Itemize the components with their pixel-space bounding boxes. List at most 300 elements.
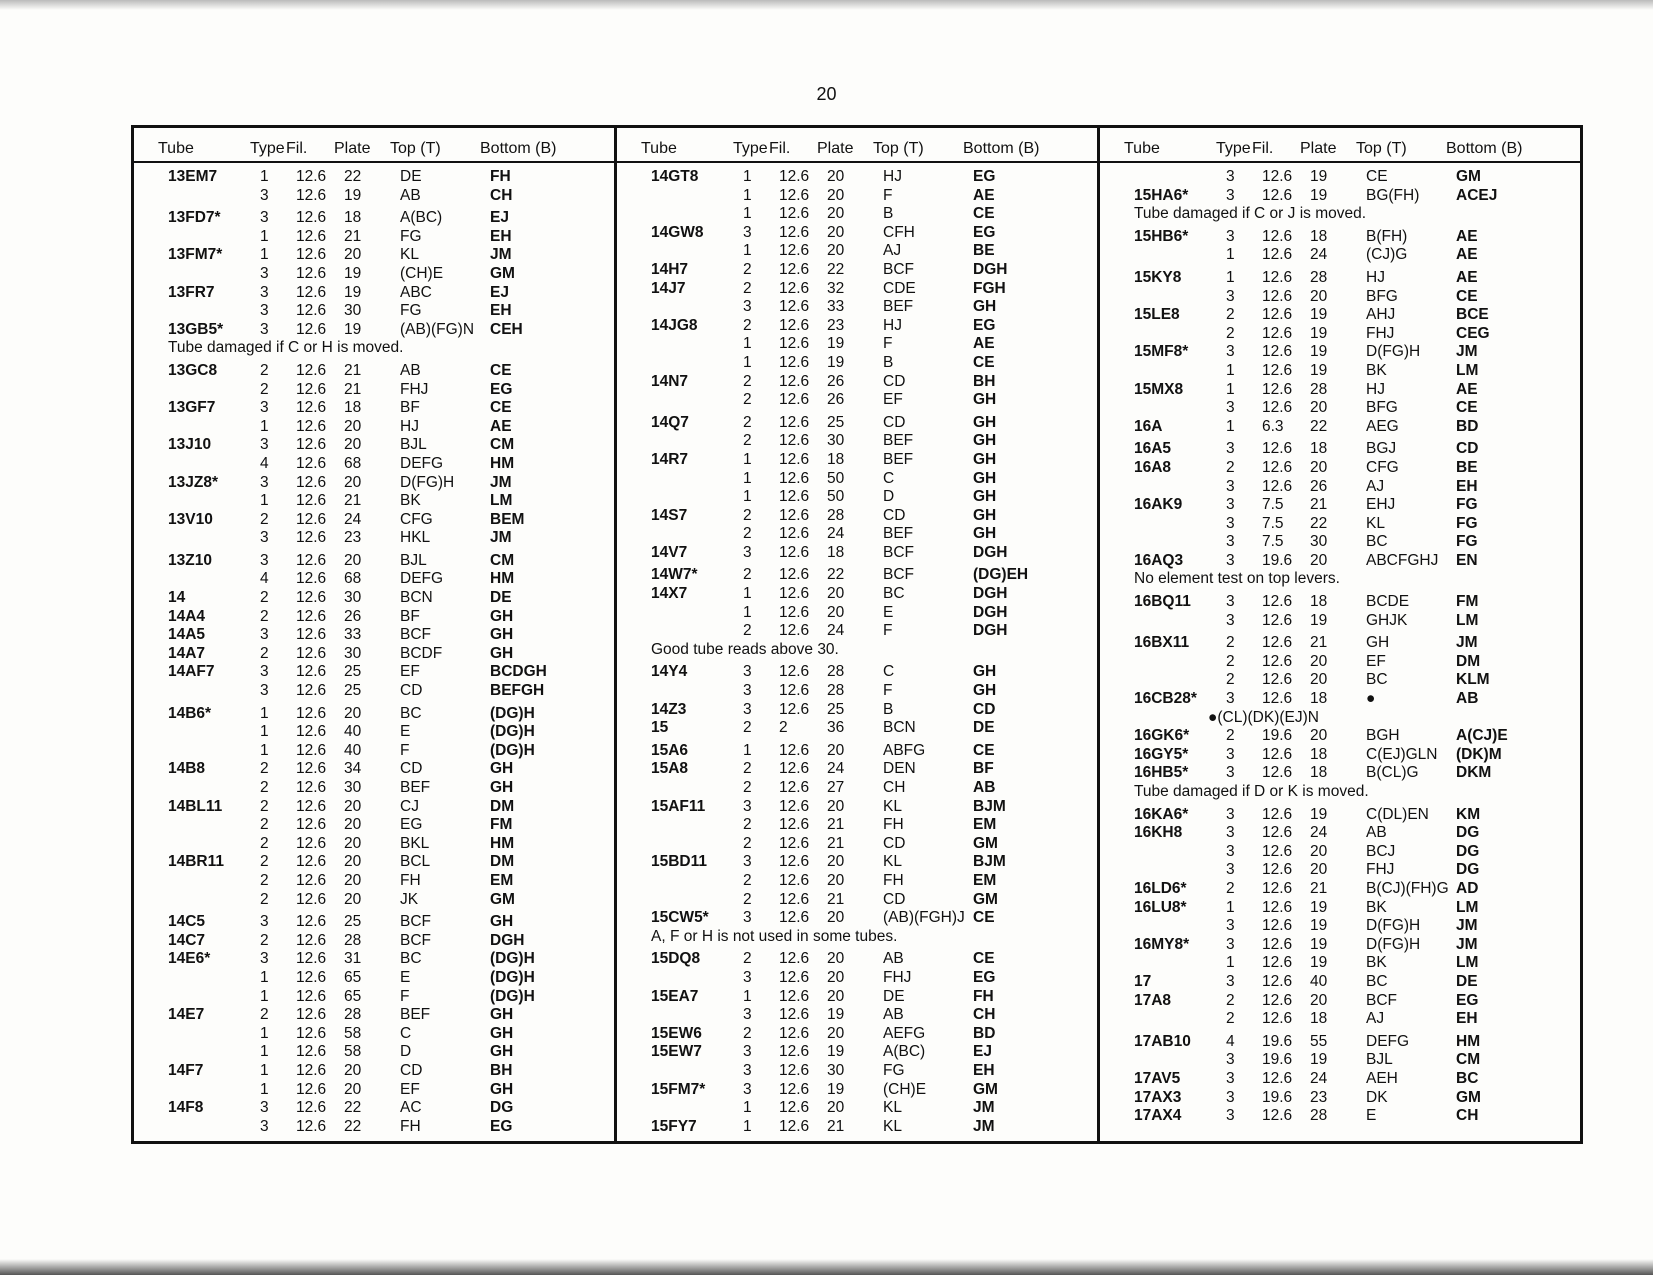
table-row [134, 265, 614, 284]
table-row [134, 1025, 614, 1044]
table-row [617, 872, 1097, 891]
cell-type: 3 [260, 436, 269, 454]
cell-top: C [883, 663, 895, 681]
table-row [617, 1006, 1097, 1025]
cell-type: 1 [743, 1117, 752, 1135]
cell-top: DE [400, 168, 422, 185]
table-row [134, 570, 614, 589]
cell-plate: 25 [344, 663, 362, 681]
cell-tube [134, 742, 260, 761]
cell-plate: 21 [827, 1117, 845, 1135]
cell-type: 1 [743, 450, 752, 468]
cell-bottom: DM [490, 797, 515, 815]
table-note: A, F or H is not used in some tubes. [651, 927, 898, 945]
cell-tube: 14A5 [168, 626, 206, 644]
cell-tube: 16A8 [1134, 458, 1172, 476]
header-plate: Plate [334, 140, 371, 157]
cell-tube: 14F7 [168, 1061, 204, 1079]
cell-bottom: CH [973, 1006, 996, 1024]
cell-top: BEF [400, 1006, 431, 1024]
cell-plate: 58 [344, 1043, 362, 1061]
cell-plate: 22 [344, 1099, 362, 1117]
cell-fil: 12.6 [779, 279, 810, 297]
cell-tube: 14Q7 [651, 413, 689, 431]
cell-tube: 15BD11 [651, 853, 708, 871]
cell-tube [134, 302, 260, 321]
cell-type: 2 [1226, 1010, 1235, 1028]
cell-type: 2 [743, 1024, 752, 1042]
table-column-3 [1100, 128, 1580, 1141]
cell-fil: 12.6 [296, 1099, 327, 1117]
table-row [617, 280, 1097, 299]
table-row [134, 853, 614, 872]
cell-top: F [400, 741, 410, 759]
cell-fil: 12.6 [779, 391, 810, 409]
cell-type: 2 [260, 1006, 269, 1024]
cell-fil: 12.6 [296, 227, 327, 245]
cell-bottom: GH [973, 663, 997, 681]
table-row [134, 362, 614, 381]
cell-plate: 19 [1310, 168, 1328, 185]
cell-fil: 12.6 [296, 950, 327, 968]
cell-top: DE [883, 987, 905, 1005]
table-row [1100, 515, 1580, 534]
cell-tube [617, 604, 743, 623]
table-row [1100, 533, 1580, 552]
cell-tube [134, 1025, 260, 1044]
cell-plate: 20 [827, 168, 845, 185]
cell-tube: 14S7 [651, 506, 688, 524]
cell-plate: 20 [1310, 399, 1328, 417]
cell-plate: 18 [1310, 745, 1328, 763]
cell-tube: 14Y4 [651, 663, 688, 681]
cell-top: (CH)E [883, 1080, 927, 1098]
cell-fil: 12.6 [296, 704, 327, 722]
cell-plate: 30 [1310, 533, 1328, 551]
cell-top: BC [400, 704, 422, 722]
cell-bottom: CE [490, 361, 512, 379]
cell-top: CE [1366, 168, 1388, 185]
cell-bottom: BCDGH [490, 663, 547, 681]
cell-bottom: DGH [973, 260, 1008, 278]
cell-top: BK [400, 492, 421, 510]
cell-fil: 12.6 [779, 682, 810, 700]
cell-tube: 14A7 [168, 644, 206, 662]
table-row [1100, 1089, 1580, 1108]
table-row [617, 969, 1097, 988]
table-row [617, 224, 1097, 243]
cell-type: 3 [1226, 1088, 1235, 1106]
table-row [1100, 478, 1580, 497]
cell-type: 2 [260, 931, 269, 949]
cell-bottom: DE [490, 589, 512, 607]
cell-top: F [883, 335, 893, 353]
cell-plate: 21 [827, 816, 845, 834]
cell-type: 2 [260, 760, 269, 778]
cell-type: 3 [1226, 343, 1235, 361]
cell-plate: 20 [827, 186, 845, 204]
cell-plate: 28 [1310, 380, 1328, 398]
table-row [134, 798, 614, 817]
cell-top: FH [883, 871, 904, 889]
cell-plate: 20 [827, 871, 845, 889]
table-row [617, 507, 1097, 526]
table-row [1100, 593, 1580, 612]
cell-bottom: (DG)EH [973, 566, 1029, 584]
cell-bottom: DGH [973, 543, 1008, 561]
cell-bottom: A(CJ)E [1456, 727, 1508, 745]
cell-type: 2 [260, 890, 269, 908]
cell-plate: 20 [344, 890, 362, 908]
cell-type: 2 [260, 380, 269, 398]
cell-tube: 14C7 [168, 931, 206, 949]
cell-plate: 19 [1310, 306, 1328, 324]
cell-type: 3 [260, 302, 269, 320]
cell-tube [617, 391, 743, 410]
cell-top: BCDF [400, 644, 443, 662]
cell-type: 3 [1226, 690, 1235, 708]
cell-top: KL [1366, 514, 1385, 532]
cell-type: 3 [260, 186, 269, 204]
cell-bottom: BCE [1456, 306, 1489, 324]
cell-top: D(FG)H [1366, 343, 1421, 361]
cell-tube: 15EW7 [651, 1043, 702, 1061]
cell-plate: 18 [1310, 1010, 1328, 1028]
cell-fil: 12.6 [1262, 824, 1293, 842]
cell-bottom: KLM [1456, 671, 1490, 689]
cell-fil: 12.6 [296, 779, 327, 796]
cell-top: EF [1366, 652, 1386, 670]
cell-bottom: GM [973, 890, 998, 908]
cell-tube: 14E7 [168, 1006, 205, 1024]
cell-tube: 14B8 [168, 760, 206, 778]
cell-plate: 24 [1310, 246, 1328, 264]
cell-bottom: AE [1456, 246, 1478, 264]
cell-type: 3 [1226, 287, 1235, 305]
cell-tube: 14C5 [168, 913, 206, 931]
cell-top: F [400, 987, 410, 1005]
cell-tube [617, 242, 743, 261]
cell-fil: 12.6 [779, 853, 810, 871]
cell-tube [134, 835, 260, 854]
cell-bottom: FG [1456, 496, 1478, 514]
cell-type: 3 [743, 853, 752, 871]
cell-fil: 12.6 [1262, 227, 1293, 245]
table-row [617, 373, 1097, 392]
cell-top: AHJ [1366, 306, 1396, 324]
cell-plate: 24 [827, 622, 845, 640]
cell-bottom: GH [973, 298, 997, 316]
tube-data-table [131, 125, 1583, 1144]
cell-fil: 12.6 [1262, 1010, 1293, 1028]
table-row [1100, 399, 1580, 418]
cell-plate: 36 [827, 719, 845, 737]
table-row [617, 988, 1097, 1007]
cell-top: BCF [400, 913, 431, 931]
cell-top: FHJ [1366, 861, 1395, 879]
table-note: ●(CL)(DK)(EJ)N [1208, 708, 1319, 726]
cell-plate: 19 [1310, 611, 1328, 629]
cell-bottom: EH [490, 302, 512, 320]
cell-tube [134, 969, 260, 988]
cell-type: 2 [743, 622, 752, 640]
cell-tube: 14GT8 [651, 168, 699, 185]
cell-tube: 14H7 [651, 260, 689, 278]
cell-top: C(EJ)GLN [1366, 745, 1438, 763]
cell-tube: 14B6* [168, 704, 212, 722]
cell-fil: 12.6 [779, 543, 810, 561]
cell-bottom: EJ [973, 1043, 992, 1061]
cell-tube [617, 1099, 743, 1118]
cell-type: 1 [260, 227, 269, 245]
table-row [134, 284, 614, 303]
table-row [617, 719, 1097, 738]
cell-fil: 12.6 [296, 168, 327, 185]
table-row [1100, 806, 1580, 825]
cell-plate: 30 [344, 779, 362, 796]
cell-fil: 12.6 [296, 834, 327, 852]
cell-plate: 65 [344, 987, 362, 1005]
table-row [1100, 228, 1580, 247]
cell-top: FH [400, 871, 421, 889]
cell-fil: 12.6 [296, 644, 327, 662]
cell-top: E [400, 723, 411, 741]
cell-bottom: EM [490, 871, 514, 889]
header-fil: Fil. [1252, 140, 1274, 157]
cell-tube: 13GF7 [168, 399, 216, 417]
cell-type: 2 [260, 644, 269, 662]
cell-fil: 12.6 [1262, 168, 1293, 185]
table-row [1100, 973, 1580, 992]
cell-plate: 19 [1310, 898, 1328, 916]
cell-plate: 68 [344, 570, 362, 588]
cell-plate: 20 [827, 242, 845, 260]
cell-type: 1 [743, 488, 752, 506]
cell-fil: 12.6 [1262, 477, 1293, 495]
cell-top: BCF [883, 543, 914, 561]
table-row [617, 742, 1097, 761]
cell-plate: 30 [344, 589, 362, 607]
cell-fil: 12.6 [296, 361, 327, 379]
cell-fil: 12.6 [296, 186, 327, 204]
cell-tube [1100, 671, 1226, 690]
cell-plate: 40 [344, 723, 362, 741]
table-row [134, 209, 614, 228]
cell-plate: 20 [344, 1080, 362, 1098]
cell-plate: 18 [344, 399, 362, 417]
cell-type: 1 [260, 417, 269, 435]
cell-type: 3 [1226, 611, 1235, 629]
cell-type: 2 [260, 797, 269, 815]
cell-plate: 21 [1310, 879, 1328, 897]
cell-tube [134, 723, 260, 742]
cell-fil: 12.6 [296, 302, 327, 320]
table-row [1100, 764, 1580, 783]
cell-bottom: (DG)H [490, 704, 535, 722]
cell-bottom: EG [490, 380, 513, 398]
cell-top: HJ [883, 168, 902, 185]
table-row [134, 608, 614, 627]
cell-top: BEF [883, 450, 914, 468]
table-row [134, 399, 614, 418]
cell-plate: 30 [827, 432, 845, 450]
cell-bottom: GH [973, 506, 997, 524]
cell-bottom: AE [973, 335, 995, 353]
cell-top: B(CJ)(FH)G [1366, 879, 1449, 897]
cell-bottom: EG [973, 223, 996, 241]
cell-type: 1 [260, 1043, 269, 1061]
cell-plate: 18 [344, 209, 362, 227]
cell-type: 1 [743, 603, 752, 621]
cell-type: 1 [260, 741, 269, 759]
cell-type: 2 [743, 779, 752, 796]
cell-top: B [883, 353, 894, 371]
cell-tube: 14R7 [651, 450, 689, 468]
cell-tube [617, 872, 743, 891]
cell-tube [617, 816, 743, 835]
cell-tube [134, 455, 260, 474]
cell-top: HJ [883, 316, 902, 334]
cell-tube [1100, 843, 1226, 862]
cell-type: 3 [1226, 227, 1235, 245]
cell-top: BCJ [1366, 842, 1396, 860]
cell-top: B(CL)G [1366, 764, 1419, 782]
cell-top: DK [1366, 1088, 1388, 1106]
table-row [1100, 1051, 1580, 1070]
column-header [617, 136, 1097, 163]
cell-plate: 19 [1310, 361, 1328, 379]
cell-bottom: DE [1456, 972, 1478, 990]
cell-top: F [883, 186, 893, 204]
cell-bottom: AD [1456, 879, 1479, 897]
cell-top: AB [1366, 824, 1387, 842]
cell-type: 2 [743, 391, 752, 409]
cell-bottom: EJ [490, 209, 509, 227]
cell-tube: 15FY7 [651, 1117, 697, 1135]
cell-bottom: GM [1456, 168, 1481, 185]
cell-top: BG(FH) [1366, 186, 1420, 204]
cell-type: 2 [1226, 324, 1235, 342]
cell-bottom: CE [490, 399, 512, 417]
cell-tube [1100, 1051, 1226, 1070]
cell-fil: 12.6 [779, 298, 810, 316]
cell-top: CD [883, 372, 906, 390]
cell-type: 3 [260, 320, 269, 338]
cell-top: CD [883, 834, 906, 852]
cell-tube: 13JZ8* [168, 473, 218, 491]
cell-plate: 19 [827, 1043, 845, 1061]
cell-plate: 20 [827, 585, 845, 603]
table-row [134, 932, 614, 951]
cell-plate: 34 [344, 760, 362, 778]
table-row [134, 381, 614, 400]
cell-bottom: (DG)H [490, 723, 535, 741]
cell-fil: 12.6 [1262, 898, 1293, 916]
cell-type: 1 [260, 723, 269, 741]
table-row [1100, 727, 1580, 746]
cell-top: DEFG [400, 454, 444, 472]
cell-fil: 12.6 [1262, 917, 1293, 935]
cell-fil: 12.6 [1262, 186, 1293, 204]
cell-bottom: EG [1456, 991, 1479, 1009]
cell-type: 2 [743, 760, 752, 778]
table-note: Good tube reads above 30. [651, 640, 839, 658]
cell-top: BJL [400, 436, 427, 454]
cell-bottom: GH [490, 779, 514, 796]
cell-top: FG [400, 227, 422, 245]
cell-bottom: (DK)M [1456, 745, 1502, 763]
cell-plate: 24 [827, 760, 845, 778]
cell-fil: 12.6 [779, 260, 810, 278]
cell-bottom: CM [490, 551, 515, 569]
cell-plate: 21 [1310, 634, 1328, 652]
cell-top: AEH [1366, 1069, 1398, 1087]
cell-bottom: HM [490, 454, 515, 472]
cell-fil: 12.6 [779, 585, 810, 603]
cell-top: BCF [1366, 991, 1397, 1009]
table-row [617, 566, 1097, 585]
table-row [617, 168, 1097, 187]
cell-plate: 21 [1310, 496, 1328, 514]
cell-tube: 14BL11 [168, 797, 223, 815]
table-column-1 [134, 128, 617, 1141]
cell-plate: 20 [1310, 991, 1328, 1009]
cell-type: 1 [1226, 246, 1235, 264]
cell-plate: 20 [827, 1024, 845, 1042]
cell-fil: 12.6 [1262, 611, 1293, 629]
cell-bottom: DG [1456, 824, 1480, 842]
cell-tube: 13EM7 [168, 168, 218, 185]
cell-tube: 15EW6 [651, 1024, 702, 1042]
cell-top: CFH [883, 223, 915, 241]
cell-top: FHJ [400, 380, 429, 398]
cell-fil: 12.6 [296, 283, 327, 301]
table-row [1100, 459, 1580, 478]
cell-bottom: CD [1456, 440, 1479, 458]
cell-bottom: BD [1456, 417, 1479, 435]
cell-tube [1100, 917, 1226, 936]
cell-top: GH [1366, 634, 1390, 652]
cell-tube [617, 779, 743, 798]
header-tube: Tube [641, 140, 677, 157]
cell-bottom: DGH [490, 931, 525, 949]
cell-type: 1 [743, 335, 752, 353]
cell-bottom: EM [973, 816, 997, 834]
cell-tube [1100, 612, 1226, 631]
cell-top: FH [400, 1117, 421, 1135]
cell-tube [1100, 478, 1226, 497]
cell-bottom: EJ [490, 283, 509, 301]
cell-plate: 33 [344, 626, 362, 644]
cell-fil: 12.6 [296, 589, 327, 607]
cell-top: FG [400, 302, 422, 320]
cell-bottom: GM [490, 890, 515, 908]
cell-plate: 19 [1310, 343, 1328, 361]
cell-type: 1 [260, 492, 269, 510]
cell-fil: 12.6 [1262, 593, 1293, 611]
cell-fil: 12.6 [296, 454, 327, 472]
cell-type: 3 [260, 663, 269, 681]
cell-fil: 12.6 [1262, 361, 1293, 379]
cell-type: 2 [260, 361, 269, 379]
cell-bottom: GH [973, 525, 997, 543]
cell-type: 1 [743, 242, 752, 260]
table-row [617, 1043, 1097, 1062]
table-row [617, 760, 1097, 779]
cell-plate: 24 [827, 525, 845, 543]
cell-plate: 19 [1310, 186, 1328, 204]
cell-tube: 14Z3 [651, 700, 687, 718]
